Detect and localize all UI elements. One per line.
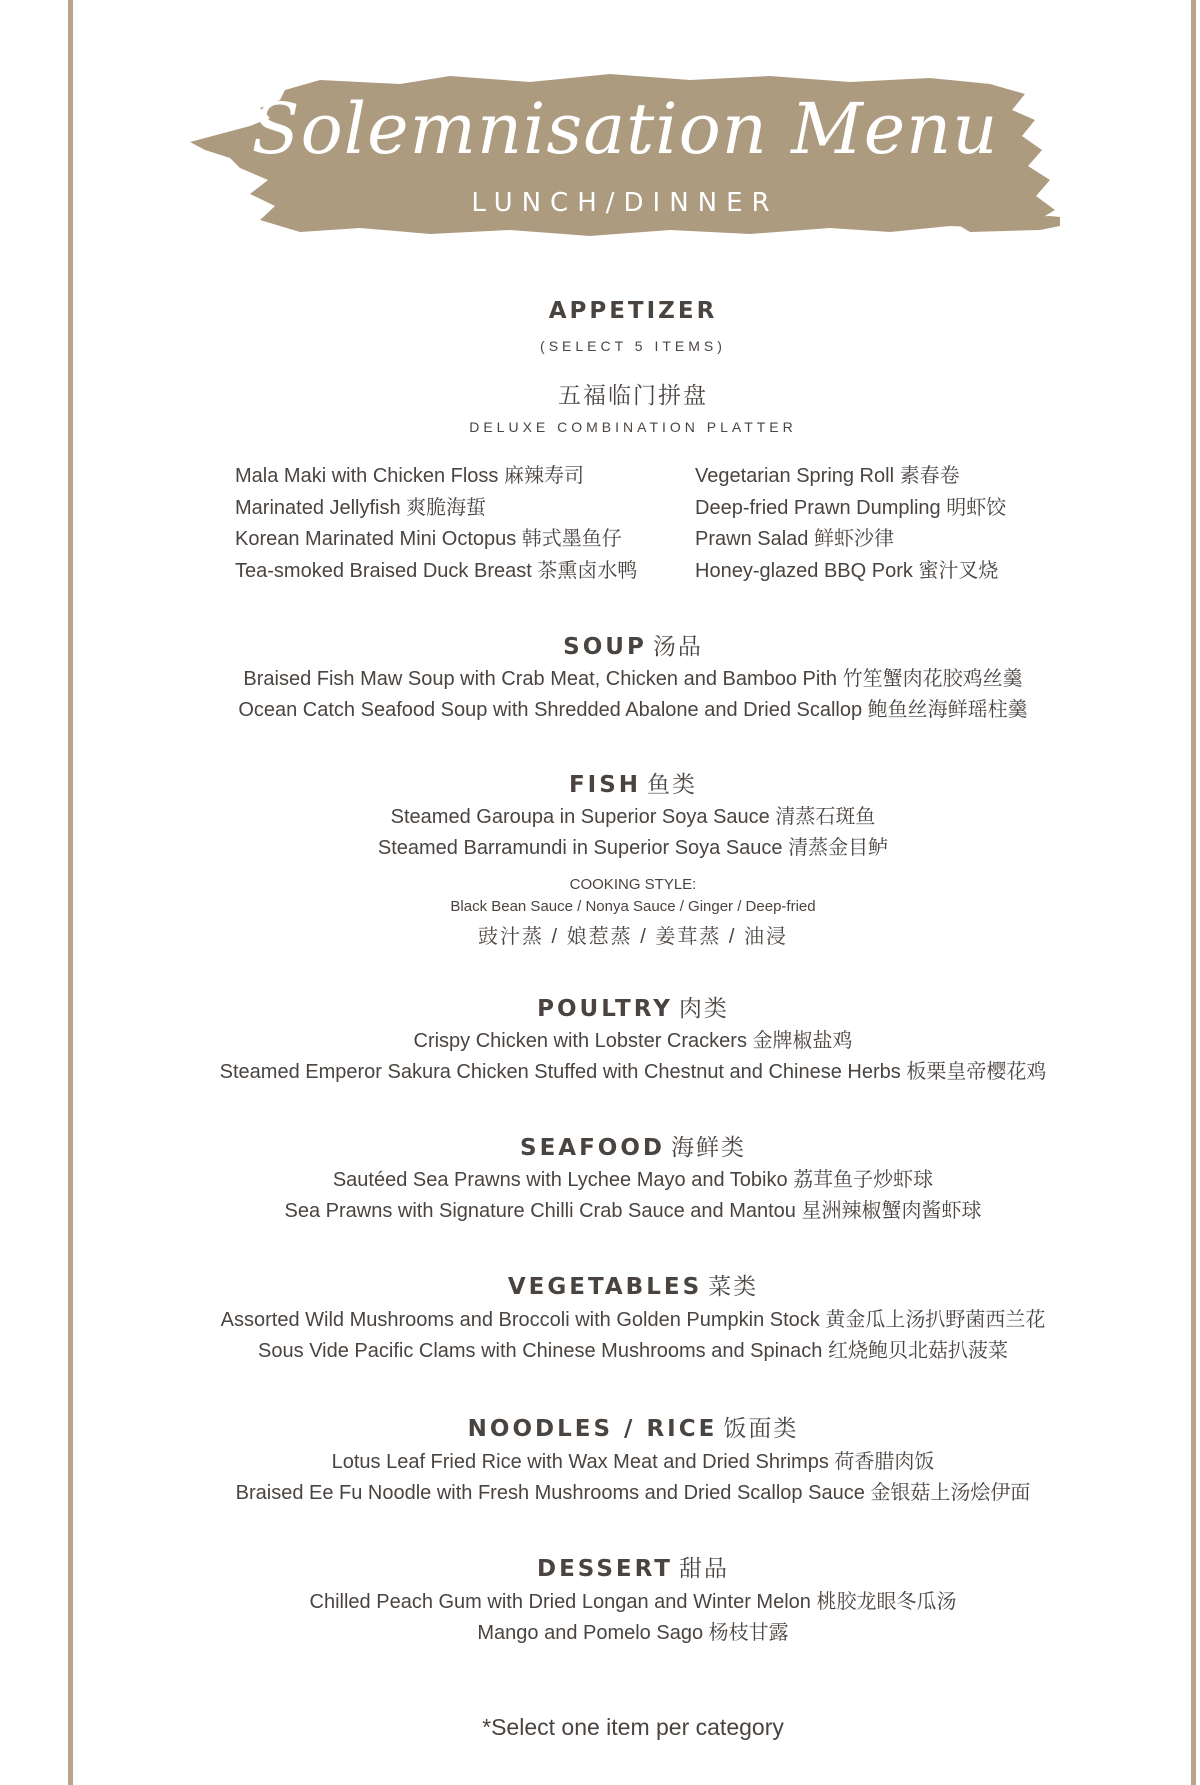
menu-subtitle: LUNCH/DINNER [471,188,779,218]
list-item: Sea Prawns with Signature Chilli Crab Sauce and Mantou 星洲辣椒蟹肉酱虾球 [284,1199,982,1222]
appetizer-note: (SELECT 5 ITEMS) [540,338,726,354]
poultry-items [75,1026,1191,1088]
menu-title: Solemnisation Menu [251,88,999,170]
list-item: Sous Vide Pacific Clams with Chinese Mushrooms and Spinach 红烧鲍贝北菇扒菠菜 [258,1339,1008,1362]
seafood-title: SEAFOOD [520,1135,665,1161]
noodles-rice-title: NOODLES / RICE [467,1416,718,1442]
poultry-title: POULTRY [537,996,673,1022]
appetizer-title: APPETIZER [548,298,718,324]
soup-title-zh: 汤品 [652,634,703,660]
dessert-title-zh: 甜品 [678,1556,729,1582]
dessert-items [75,1587,1191,1649]
soup-heading [75,628,1191,661]
list-item: Korean Marinated Mini Octopus 韩式墨鱼仔 [235,528,622,551]
cooking-style-label: COOKING STYLE: [569,876,697,893]
dessert-heading [75,1550,1191,1583]
menu-header-banner [190,70,1060,245]
list-item: Steamed Emperor Sakura Chicken Stuffed with Chestnut and Chinese Herbs 板栗皇帝樱花鸡 [219,1060,1047,1083]
list-item: Ocean Catch Seafood Soup with Shredded Abalone and Dried Scallop 鲍鱼丝海鲜瑶柱羹 [238,698,1028,721]
platter-chinese-name: 五福临门拼盘 [558,383,708,409]
fish-items [75,802,1191,864]
list-item: Vegetarian Spring Roll 素春卷 [695,465,960,487]
list-item: Lotus Leaf Fried Rice with Wax Meat and Dried Shrimps 荷香腊肉饭 [331,1451,935,1473]
platter-english-name: DELUXE COMBINATION PLATTER [469,419,797,435]
fish-heading [75,766,1191,799]
vegetables-title-zh: 菜类 [708,1274,759,1300]
noodles-rice-items [75,1447,1191,1509]
footer-note: *Select one item per category [482,1714,784,1740]
vegetables-items [75,1305,1191,1367]
list-item: Crispy Chicken with Lobster Crackers 金牌椒盐鸡 [413,1030,853,1052]
list-item: Mala Maki with Chicken Floss 麻辣寿司 [235,465,584,487]
seafood-items [75,1165,1191,1227]
vegetables-title: VEGETABLES [507,1274,703,1300]
list-item: Steamed Barramundi in Superior Soya Sauce 清蒸金目鲈 [377,836,889,859]
list-item: Honey-glazed BBQ Pork 蜜汁叉烧 [695,560,999,583]
dessert-title: DESSERT [537,1556,673,1582]
seafood-heading [75,1129,1191,1162]
soup-title: SOUP [563,634,647,660]
poultry-title-zh: 肉类 [678,996,729,1022]
fish-title: FISH [568,772,642,798]
fish-title-zh: 鱼类 [647,772,698,798]
appetizer-heading [75,298,1191,324]
appetizer-left-column [235,461,637,588]
cooking-style-options: Black Bean Sauce / Nonya Sauce / Ginger / Deep-fried [450,898,816,915]
noodles-rice-title-zh: 饭面类 [723,1416,799,1442]
vegetables-heading [75,1268,1191,1301]
list-item: Steamed Garoupa in Superior Soya Sauce 清蒸石斑鱼 [390,806,876,828]
list-item: Sautéed Sea Prawns with Lychee Mayo and Tobiko 荔茸鱼子炒虾球 [332,1169,934,1191]
list-item: Chilled Peach Gum with Dried Longan and Winter Melon 桃胶龙眼冬瓜汤 [309,1591,957,1613]
noodles-rice-heading [75,1410,1191,1443]
soup-items [75,664,1191,726]
list-item: Braised Ee Fu Noodle with Fresh Mushrooms and Dried Scallop Sauce 金银菇上汤烩伊面 [235,1481,1031,1504]
cooking-style-options-zh: 豉汁蒸 / 娘惹蒸 / 姜茸蒸 / 油浸 [477,926,788,948]
list-item: Mango and Pomelo Sago 杨枝甘露 [477,1621,789,1644]
left-border-line [68,0,73,1785]
list-item: Braised Fish Maw Soup with Crab Meat, Chicken and Bamboo Pith 竹笙蟹肉花胶鸡丝羹 [243,668,1023,690]
list-item: Assorted Wild Mushrooms and Broccoli with Golden Pumpkin Stock 黄金瓜上汤扒野菌西兰花 [220,1309,1046,1331]
appetizer-right-column [695,461,1006,588]
list-item: Tea-smoked Braised Duck Breast 茶熏卤水鸭 [235,560,638,583]
poultry-heading [75,990,1191,1023]
right-border-line [1191,0,1196,1785]
list-item: Marinated Jellyfish 爽脆海蜇 [235,496,487,519]
list-item: Prawn Salad 鲜虾沙律 [695,528,894,551]
list-item: Deep-fried Prawn Dumpling 明虾饺 [695,496,1007,519]
seafood-title-zh: 海鲜类 [670,1135,746,1161]
